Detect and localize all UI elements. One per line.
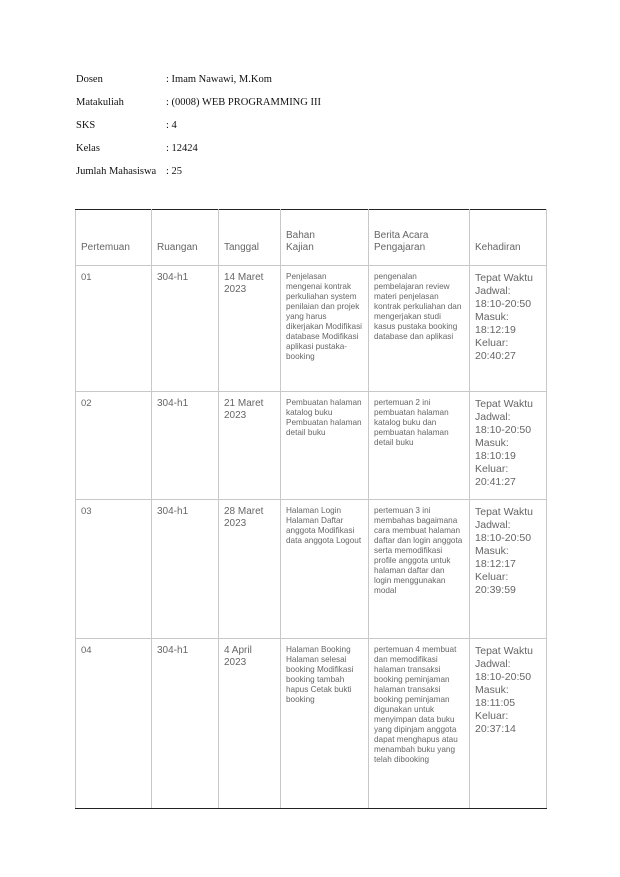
cell-tanggal: 4 April 2023 (219, 639, 281, 809)
attendance-table (75, 209, 547, 809)
header-ruangan: Ruangan (152, 210, 219, 266)
cell-tanggal: 21 Maret 2023 (219, 392, 281, 500)
info-value: : 12424 (166, 143, 198, 154)
cell-tanggal: 14 Maret 2023 (219, 266, 281, 392)
info-row-dosen (76, 73, 321, 96)
info-value: : Imam Nawawi, M.Kom (166, 74, 272, 85)
info-row-sks (76, 119, 321, 142)
table-row (76, 266, 547, 392)
info-row-matakuliah (76, 96, 321, 119)
cell-pertemuan: 01 (76, 266, 152, 392)
table-row (76, 392, 547, 500)
cell-bahan-kajian: Halaman Booking Halaman selesai booking Modifikasi booking tambah hapus Cetak bukti booking (281, 639, 369, 809)
cell-kehadiran: Tepat Waktu Jadwal: 18:10-20:50 Masuk: 18:11:05 Keluar: 20:37:14 (470, 639, 547, 809)
cell-kehadiran: Tepat Waktu Jadwal: 18:10-20:50 Masuk: 18:12:19 Keluar: 20:40:27 (470, 266, 547, 392)
cell-berita-acara: pengenalan pembelajaran review materi penjelasan kontrak perkuliahan dan mengerjakan studi kasus pustaka booking database dan aplikasi (369, 266, 470, 392)
header-kehadiran: Kehadiran (470, 210, 547, 266)
cell-ruangan: 304-h1 (152, 639, 219, 809)
info-label: Jumlah Mahasiswa (76, 166, 157, 177)
table-row (76, 500, 547, 639)
table-row (76, 639, 547, 809)
header-tanggal: Tanggal (219, 210, 281, 266)
cell-berita-acara: pertemuan 4 membuat dan memodifikasi halaman transaksi booking peminjaman halaman transaksi booking peminjaman digunakan untuk menyimpan data buku yang dipinjam anggota dapat menghapus atau menambah buku yang telah dibooking (369, 639, 470, 809)
cell-pertemuan: 04 (76, 639, 152, 809)
info-value: : 25 (166, 166, 183, 177)
info-label: Dosen (76, 74, 103, 85)
cell-kehadiran: Tepat Waktu Jadwal: 18:10-20:50 Masuk: 18:12:17 Keluar: 20:39:59 (470, 500, 547, 639)
cell-bahan-kajian: Halaman Login Halaman Daftar anggota Modifikasi data anggota Logout (281, 500, 369, 639)
info-row-kelas (76, 142, 321, 165)
info-label: Kelas (76, 143, 100, 154)
cell-kehadiran: Tepat Waktu Jadwal: 18:10-20:50 Masuk: 18:10:19 Keluar: 20:41:27 (470, 392, 547, 500)
cell-ruangan: 304-h1 (152, 500, 219, 639)
cell-bahan-kajian: Penjelasan mengenai kontrak perkuliahan system penilaian dan projek yang harus dikerjakan Modifikasi database Modifikasi aplikasi pustaka-booking (281, 266, 369, 392)
info-value: : (0008) WEB PROGRAMMING III (166, 97, 321, 108)
info-value: : 4 (166, 120, 177, 131)
cell-pertemuan: 02 (76, 392, 152, 500)
info-label: Matakuliah (76, 97, 124, 108)
cell-tanggal: 28 Maret 2023 (219, 500, 281, 639)
cell-ruangan: 304-h1 (152, 392, 219, 500)
cell-bahan-kajian: Pembuatan halaman katalog buku Pembuatan halaman detail buku (281, 392, 369, 500)
cell-ruangan: 304-h1 (152, 266, 219, 392)
info-label: SKS (76, 120, 96, 131)
cell-berita-acara: pertemuan 3 ini membahas bagaimana cara membuat halaman daftar dan login anggota serta memodifikasi profile anggota untuk halaman daftar dan login menggunakan modal (369, 500, 470, 639)
cell-pertemuan: 03 (76, 500, 152, 639)
header-bahan-kajian: Bahan Kajian (281, 210, 369, 266)
course-info (76, 73, 321, 188)
info-row-jumlah-mahasiswa (76, 165, 321, 188)
header-berita-acara: Berita Acara Pengajaran (369, 210, 470, 266)
header-pertemuan: Pertemuan (76, 210, 152, 266)
cell-berita-acara: pertemuan 2 ini pembuatan halaman katalog buku dan pembuatan halaman detail buku (369, 392, 470, 500)
table-header-row (76, 210, 547, 266)
